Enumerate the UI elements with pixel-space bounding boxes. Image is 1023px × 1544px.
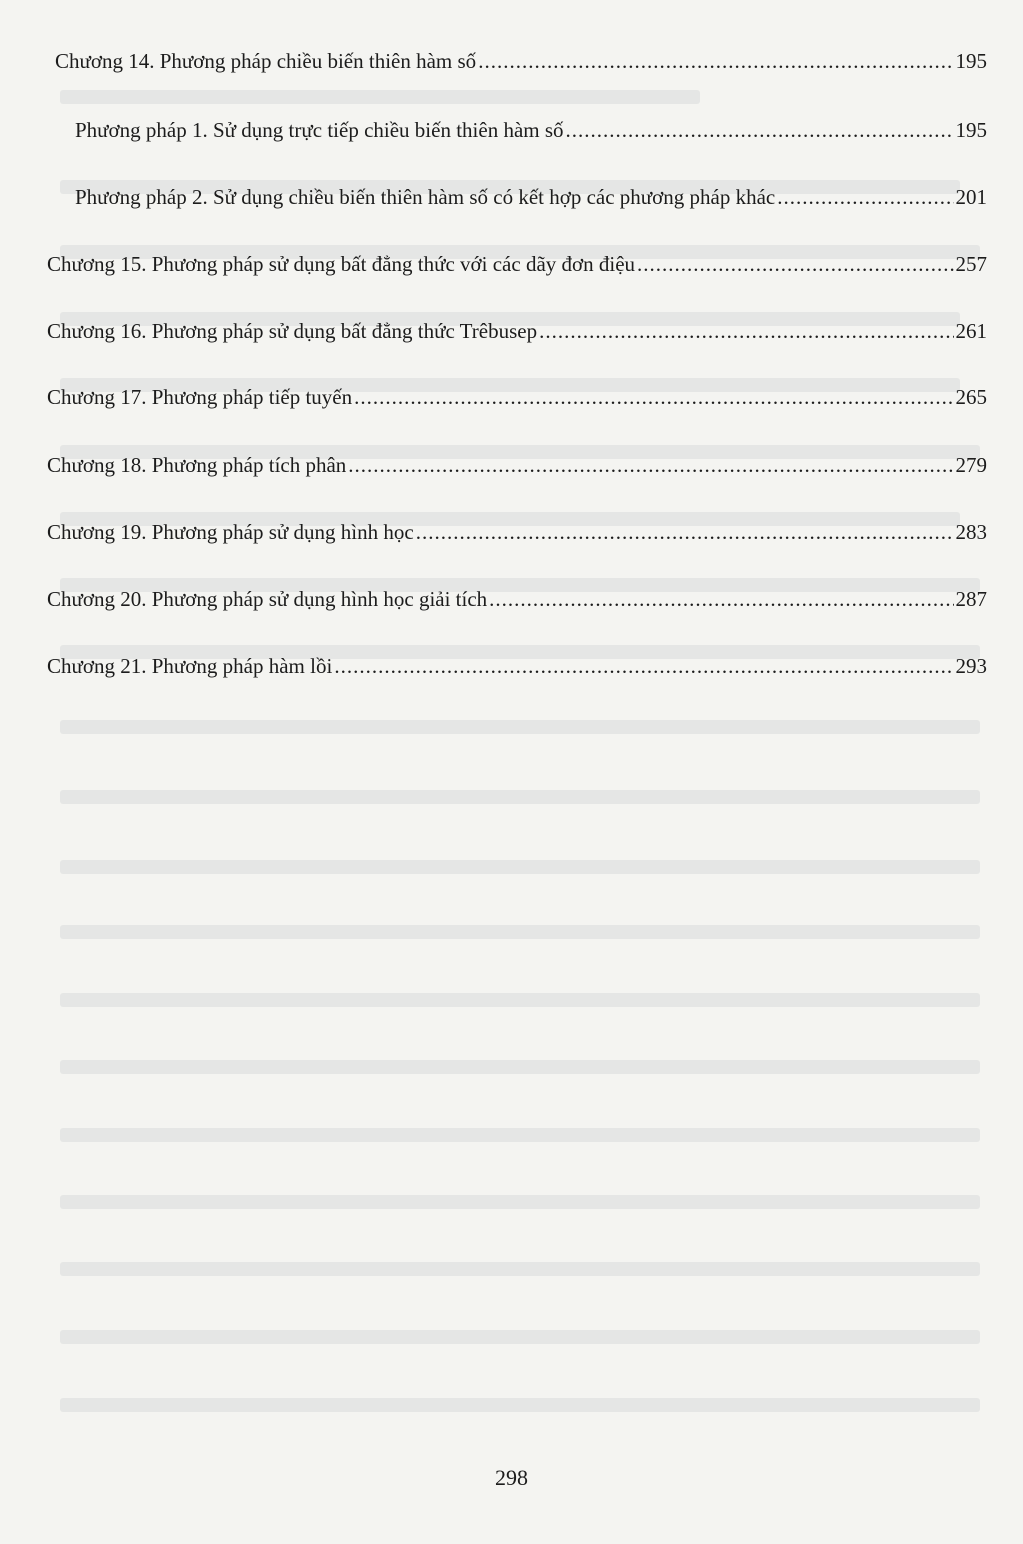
- dot-leader: [539, 318, 953, 344]
- toc-entry-title: Chương 14. Phương pháp chiều biến thiên hàm số: [55, 49, 477, 73]
- toc-entry-title: Chương 17. Phương pháp tiếp tuyến: [47, 385, 353, 409]
- toc-entry-page: 279: [955, 453, 987, 477]
- toc-entry-chapter-14: [55, 48, 987, 74]
- toc-entry-method-2: [75, 184, 987, 210]
- toc-entry-chapter-21: [47, 653, 987, 679]
- toc-entry-title: Phương pháp 1. Sử dụng trực tiếp chiều biến thiên hàm số: [75, 118, 564, 142]
- toc-entry-page: 195: [955, 49, 987, 73]
- toc-entry-title: Phương pháp 2. Sử dụng chiều biến thiên hàm số có kết hợp các phương pháp khác: [75, 185, 776, 209]
- toc-entry-chapter-18: [47, 452, 987, 478]
- toc-entry-chapter-17: [47, 384, 987, 410]
- toc-entry-title: Chương 15. Phương pháp sử dụng bất đẳng thức với các dãy đơn điệu: [47, 252, 636, 276]
- toc-entry-chapter-16: [47, 318, 987, 344]
- toc-entry-page: 283: [955, 520, 987, 544]
- toc-entry-page: 287: [955, 587, 987, 611]
- dot-leader: [566, 117, 954, 143]
- dot-leader: [334, 653, 953, 679]
- toc-entry-method-1: [75, 117, 987, 143]
- toc-entry-page: 265: [955, 385, 987, 409]
- toc-entry-chapter-15: [47, 251, 987, 277]
- dot-leader: [777, 184, 953, 210]
- dot-leader: [478, 48, 953, 74]
- toc-entry-page: 261: [955, 319, 987, 343]
- toc-entry-title: Chương 16. Phương pháp sử dụng bất đẳng thức Trêbusep: [47, 319, 538, 343]
- toc-entry-page: 293: [955, 654, 987, 678]
- dot-leader: [489, 586, 953, 612]
- toc-entry-title: Chương 18. Phương pháp tích phân: [47, 453, 347, 477]
- toc-entry-title: Chương 20. Phương pháp sử dụng hình học giải tích: [47, 587, 488, 611]
- page-number: 298: [495, 1465, 528, 1490]
- toc-entry-page: 201: [955, 185, 987, 209]
- dot-leader: [416, 519, 954, 545]
- toc-entry-chapter-19: [47, 519, 987, 545]
- toc-entry-title: Chương 19. Phương pháp sử dụng hình học: [47, 520, 414, 544]
- dot-leader: [348, 452, 953, 478]
- toc-entry-chapter-20: [47, 586, 987, 612]
- toc-entry-title: Chương 21. Phương pháp hàm lồi: [47, 654, 333, 678]
- toc-entry-page: 257: [955, 252, 987, 276]
- dot-leader: [637, 251, 953, 277]
- toc-entry-page: 195: [955, 118, 987, 142]
- dot-leader: [354, 384, 953, 410]
